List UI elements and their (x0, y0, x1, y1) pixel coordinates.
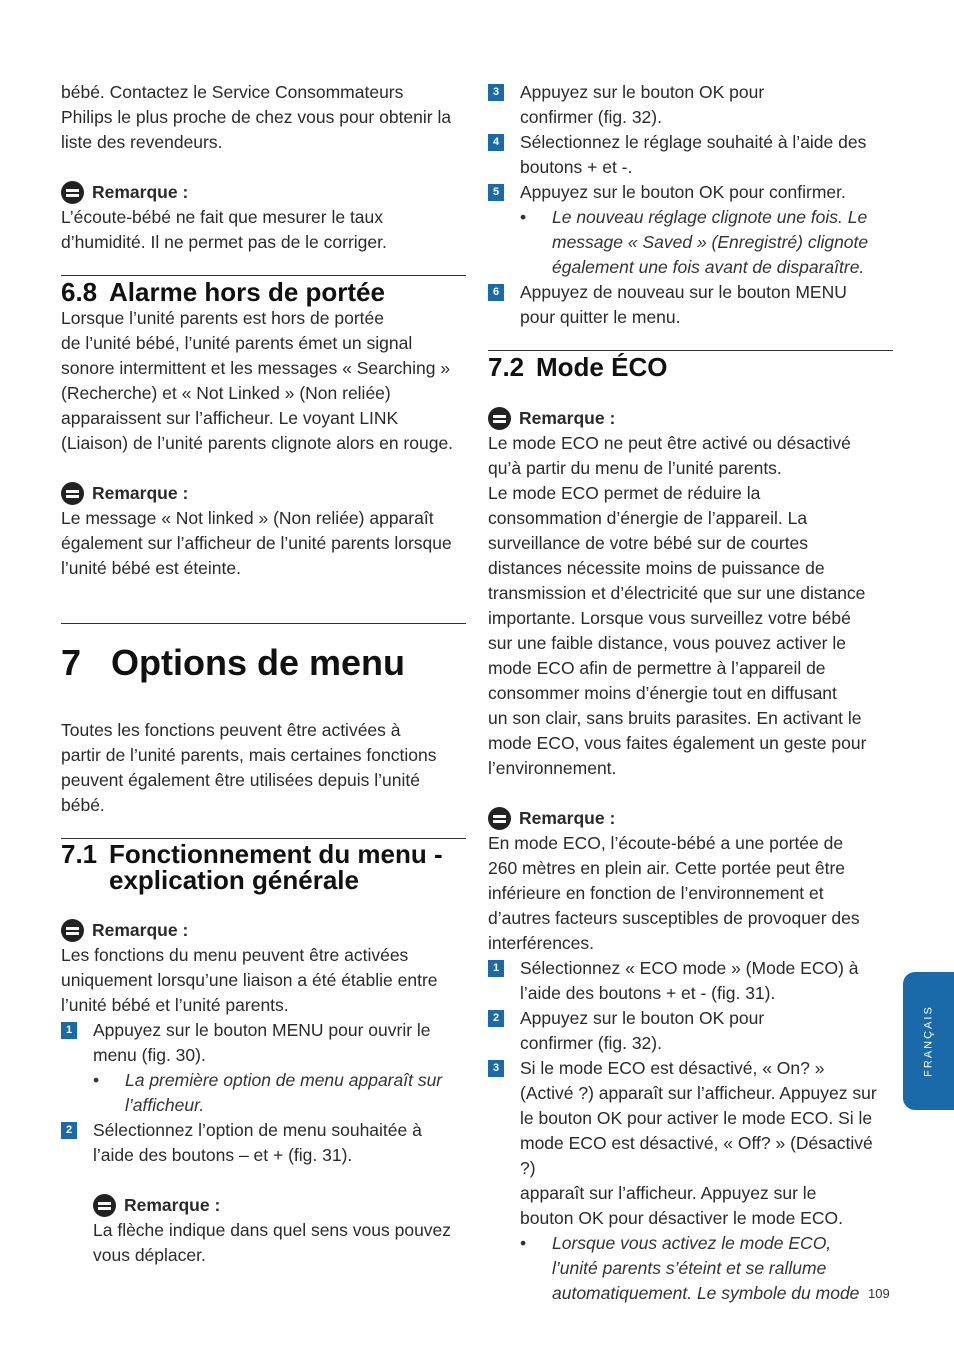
note-text: L’écoute-bébé ne fait que mesurer le taux d’humidité. Il ne permet pas de le corriger. (61, 207, 387, 252)
step-number-badge: 3 (488, 84, 504, 101)
step-number-badge: 6 (488, 284, 504, 301)
step-number-badge: 4 (488, 134, 504, 151)
eco-step-2: 2 Appuyez sur le bouton OK pour confirmer (fig. 32). (488, 1006, 893, 1056)
intro-paragraph: bébé. Contactez le Service Consommateurs Philips le plus proche de chez vous pour obtenir la liste des revendeurs. (61, 82, 452, 152)
note-icon (93, 1194, 116, 1217)
eco-step-3: 3 Si le mode ECO est désactivé, « On? » (Activé ?) apparaît sur l’afficheur. Appuyez sur le bouton OK pour activer le mode ECO. Si le mode ECO est désactivé, « Off? » (Désactivé ?) apparaît sur l’afficheur. Appuyez sur le bouton OK pour désactiver le mode ECO. (488, 1056, 893, 1231)
note-heading: Remarque : (488, 806, 893, 831)
eco-step-1: 1 Sélectionnez « ECO mode » (Mode ECO) à l’aide des boutons + et - (fig. 31). (488, 956, 893, 1006)
step-number-badge: 1 (488, 960, 504, 977)
note-heading: Remarque : (61, 918, 466, 943)
step-number-badge: 2 (61, 1122, 77, 1139)
step-1: 1 Appuyez sur le bouton MENU pour ouvrir le menu (fig. 30). (61, 1018, 466, 1068)
step-3: 3 Appuyez sur le bouton OK pour confirmer (fig. 32). (488, 80, 893, 130)
left-column (61, 80, 466, 1268)
step-5: 5 Appuyez sur le bouton OK pour confirmer. (488, 180, 893, 205)
note-icon (61, 919, 84, 942)
note-icon (488, 807, 511, 830)
note-text: Le mode ECO ne peut être activé ou désactivé qu’à partir du menu de l’unité parents. Le mode ECO permet de réduire la consommation d’énergie de l’appareil. La surveillance de votre bébé sur de courtes distances nécessite moins de puissance de transmission et d’électricité que sur une distance importante. Lorsque vous surveillez votre bébé sur une faible distance, vous pouvez activer le mode ECO afin de permettre à l’appareil de consommer moins d’énergie tout en diffusant un son clair, sans bruits parasites. En activant le mode ECO, vous faites également un geste pour l’environnement. (488, 433, 867, 778)
note-heading: Remarque : (488, 406, 893, 431)
note-heading: Remarque : (93, 1193, 466, 1218)
note-icon (61, 482, 84, 505)
section-6-8-text: Lorsque l’unité parents est hors de portée de l’unité bébé, l’unité parents émet un signal sonore intermittent et les messages « Searching » (Recherche) et « Not Linked » (Non reliée) apparaissent sur l’afficheur. Le voyant LINK (Liaison) de l’unité parents clignote alors en rouge. (61, 308, 454, 453)
note-icon (61, 181, 84, 204)
step-4: 4 Sélectionnez le réglage souhaité à l’aide des boutons + et -. (488, 130, 893, 180)
section-heading-7-2: 7.2 Mode ÉCO (488, 350, 893, 381)
step-number-badge: 1 (61, 1022, 77, 1039)
bullet-item: • Lorsque vous activez le mode ECO, l’unité parents s’éteint et se rallume automatiquement. Le symbole du mode (520, 1233, 860, 1303)
page-number: 109 (868, 1286, 890, 1301)
language-tab: FRANÇAIS (903, 972, 954, 1110)
note-text: Le message « Not linked » (Non reliée) apparaît également sur l’afficheur de l’unité parents lorsque l’unité bébé est éteinte. (61, 508, 452, 578)
right-column (488, 80, 893, 1306)
note-heading: Remarque : (61, 481, 466, 506)
section-heading-7-1: 7.1 Fonctionnement du menu - explication générale (61, 838, 466, 893)
step-6: 6 Appuyez de nouveau sur le bouton MENU pour quitter le menu. (488, 280, 893, 330)
bullet-item: • La première option de menu apparaît sur l’afficheur. (93, 1070, 443, 1115)
bullet-item: • Le nouveau réglage clignote une fois. Le message « Saved » (Enregistré) clignote également une fois avant de disparaître. (520, 207, 869, 277)
note-heading: Remarque : (61, 180, 466, 205)
step-number-badge: 3 (488, 1060, 504, 1077)
section-heading-6-8: 6.8 Alarme hors de portée (61, 275, 466, 306)
step-2: 2 Sélectionnez l’option de menu souhaitée à l’aide des boutons – et + (fig. 31). (61, 1118, 466, 1168)
chapter-7-intro: Toutes les fonctions peuvent être activées à partir de l’unité parents, mais certaines fonctions peuvent également être utilisées depuis l’unité bébé. (61, 720, 437, 815)
chapter-heading-7: 7 Options de menu (61, 623, 466, 684)
step-number-badge: 2 (488, 1010, 504, 1027)
note-icon (488, 407, 511, 430)
note-text: Les fonctions du menu peuvent être activées uniquement lorsqu’une liaison a été établie entre l’unité bébé et l’unité parents. (61, 945, 438, 1015)
note-text: En mode ECO, l’écoute-bébé a une portée de 260 mètres en plein air. Cette portée peut être inférieure en fonction de l’environnement et d’autres facteurs susceptibles de provoquer des interférences. (488, 833, 860, 953)
step-number-badge: 5 (488, 184, 504, 201)
indented-note: Remarque : La flèche indique dans quel sens vous pouvez vous déplacer. (61, 1193, 466, 1268)
